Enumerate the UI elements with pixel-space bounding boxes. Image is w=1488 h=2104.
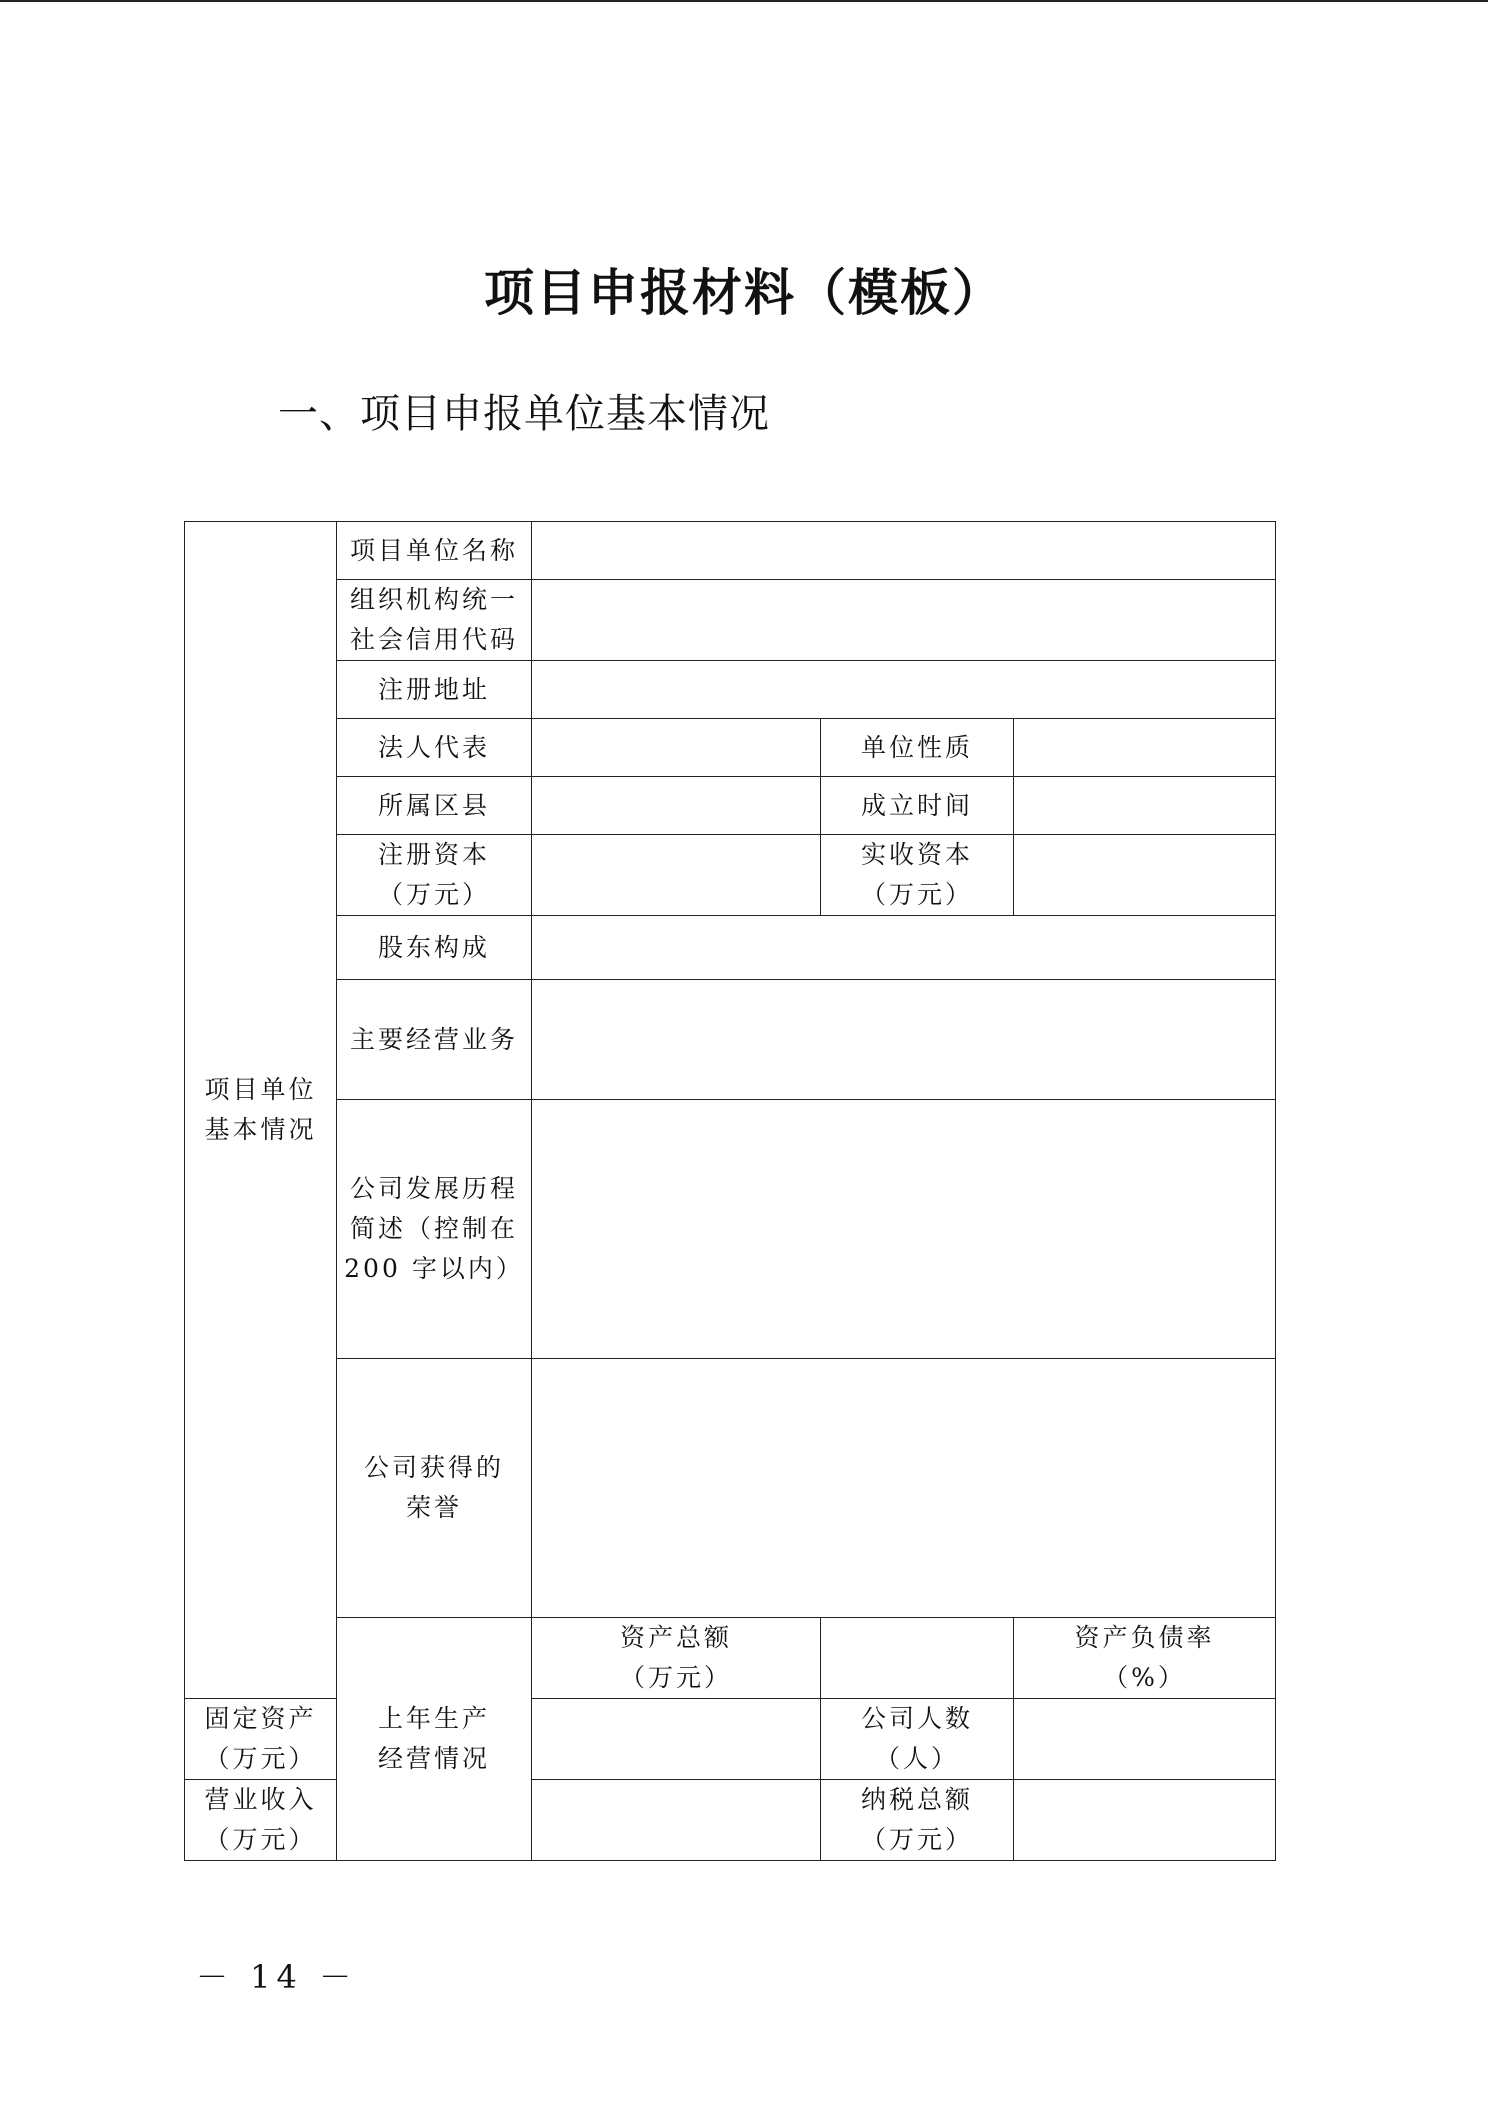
section-heading: 一、项目申报单位基本情况 <box>278 391 770 437</box>
label-established-date: 成立时间 <box>821 777 1014 835</box>
value-unit-nature[interactable] <box>1014 719 1276 777</box>
table-row <box>185 719 1276 777</box>
value-registered-capital[interactable] <box>532 835 821 916</box>
application-form-table <box>184 521 1276 1861</box>
value-total-assets[interactable] <box>821 1618 1014 1699</box>
table-row <box>185 835 1276 916</box>
table-row <box>185 980 1276 1100</box>
label-total-tax: 纳税总额 （万元） <box>821 1780 1014 1861</box>
document-title: 项目申报材料（模板） <box>484 263 1004 322</box>
label-project-unit-name: 项目单位名称 <box>337 522 532 580</box>
group-label-basic-info: 项目单位 基本情况 <box>185 522 337 1699</box>
table-row <box>185 916 1276 980</box>
label-debt-ratio: 资产负债率 （%） <box>1014 1618 1276 1699</box>
table-row <box>185 1618 1276 1699</box>
label-district: 所属区县 <box>337 777 532 835</box>
value-district[interactable] <box>532 777 821 835</box>
value-registered-address[interactable] <box>532 661 1276 719</box>
label-total-assets: 资产总额 （万元） <box>532 1618 821 1699</box>
table-row <box>185 1100 1276 1359</box>
label-revenue: 营业收入 （万元） <box>185 1780 337 1861</box>
value-company-history[interactable] <box>532 1100 1276 1359</box>
table-row <box>185 777 1276 835</box>
value-main-business[interactable] <box>532 980 1276 1100</box>
table-row <box>185 1359 1276 1618</box>
value-revenue[interactable] <box>532 1780 821 1861</box>
label-company-history: 公司发展历程 简述（控制在 200 字以内） <box>337 1100 532 1359</box>
label-credit-code: 组织机构统一 社会信用代码 <box>337 580 532 661</box>
value-total-tax[interactable] <box>1014 1780 1276 1861</box>
value-shareholders[interactable] <box>532 916 1276 980</box>
table-row <box>185 661 1276 719</box>
page-number: － 14 － <box>196 1958 358 1996</box>
label-fixed-assets: 固定资产 （万元） <box>185 1699 337 1780</box>
group-label-operation-info: 上年生产 经营情况 <box>337 1618 532 1861</box>
value-company-honors[interactable] <box>532 1359 1276 1618</box>
value-credit-code[interactable] <box>532 580 1276 661</box>
value-fixed-assets[interactable] <box>532 1699 821 1780</box>
label-registered-capital: 注册资本 （万元） <box>337 835 532 916</box>
label-unit-nature: 单位性质 <box>821 719 1014 777</box>
value-headcount[interactable] <box>1014 1699 1276 1780</box>
table-row <box>185 580 1276 661</box>
value-legal-representative[interactable] <box>532 719 821 777</box>
label-legal-representative: 法人代表 <box>337 719 532 777</box>
label-shareholders: 股东构成 <box>337 916 532 980</box>
top-border-line <box>0 0 1488 2</box>
table-row <box>185 522 1276 580</box>
label-main-business: 主要经营业务 <box>337 980 532 1100</box>
label-company-honors: 公司获得的 荣誉 <box>337 1359 532 1618</box>
label-registered-address: 注册地址 <box>337 661 532 719</box>
value-established-date[interactable] <box>1014 777 1276 835</box>
value-paid-in-capital[interactable] <box>1014 835 1276 916</box>
label-paid-in-capital: 实收资本 （万元） <box>821 835 1014 916</box>
value-project-unit-name[interactable] <box>532 522 1276 580</box>
label-headcount: 公司人数 （人） <box>821 1699 1014 1780</box>
